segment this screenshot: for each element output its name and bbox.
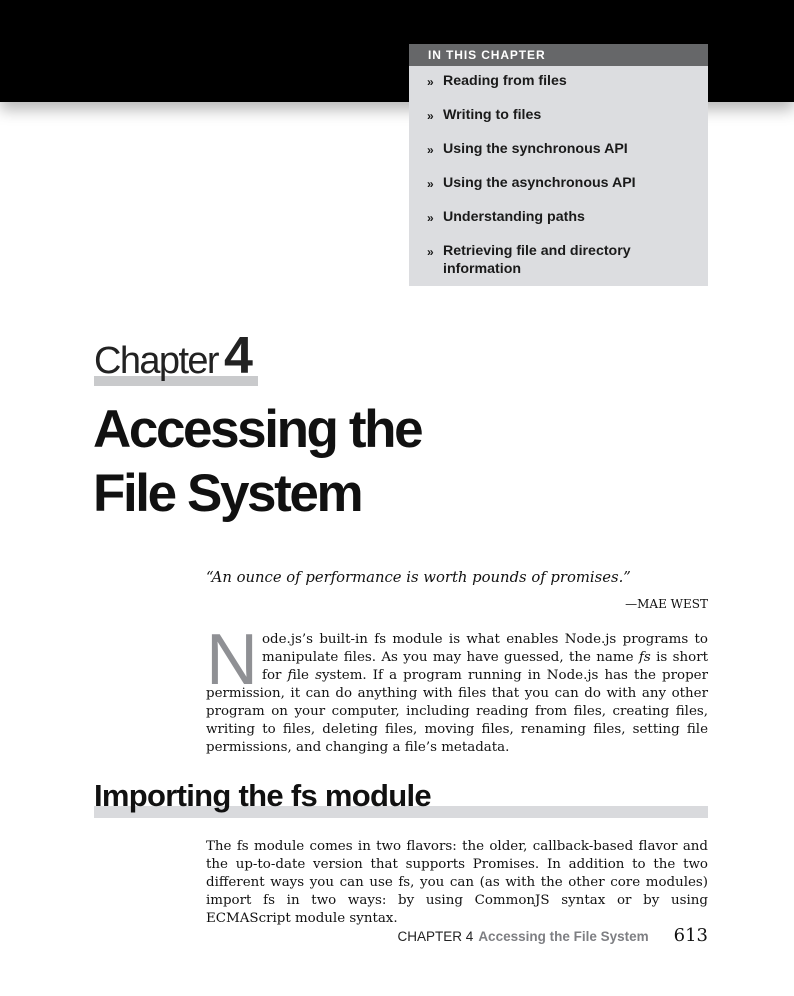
chapter-title-line-2: File System — [93, 464, 362, 523]
section-heading-block — [94, 776, 708, 818]
chapter-title-line-1: Accessing the — [93, 400, 422, 459]
double-chevron-icon: » — [427, 109, 434, 123]
page-number: 613 — [673, 925, 708, 946]
in-this-chapter-heading: IN THIS CHAPTER — [409, 44, 708, 66]
list-item — [427, 208, 698, 227]
double-chevron-icon: » — [427, 245, 434, 259]
footer-chapter-title: Accessing the File System — [478, 929, 649, 944]
epigraph-quote: “An ounce of performance is worth pounds of promises.” — [206, 569, 631, 586]
list-item-label: Retrieving file and directory information — [443, 243, 631, 277]
list-item — [427, 106, 698, 125]
double-chevron-icon: » — [427, 177, 434, 191]
list-item — [427, 72, 698, 91]
drop-cap: N — [206, 620, 258, 700]
page-footer — [398, 925, 708, 946]
double-chevron-icon: » — [427, 143, 434, 157]
in-this-chapter-list — [409, 66, 708, 278]
section-paragraph: The fs module comes in two flavors: the older, callback-based flavor and the up-to-date version that supports Promises. In addition to the two different ways you can use fs, you can (as with the other core modules) import fs in two ways: by using CommonJS syntax or by using ECMAScript module syntax. — [206, 839, 708, 926]
list-item-label: Reading from files — [443, 73, 567, 89]
chapter-label — [94, 327, 253, 385]
list-item — [427, 140, 698, 159]
list-item-label: Using the asynchronous API — [443, 175, 636, 191]
epigraph-attribution: —MAE WEST — [625, 597, 708, 611]
chapter-number: 4 — [224, 327, 253, 385]
chapter-title — [93, 398, 613, 526]
chapter-word: Chapter — [94, 340, 218, 382]
intro-paragraph: Node.js’s built-in fs module is what enables Node.js programs to manipulate files. As you may have guessed, the name fs is short for file system. If a program running in Node.js has the proper permission, it can do anything with files that you can do with any other program on your computer, including reading from files, creating files, writing to files, deleting files, moving files, renaming files, setting file permissions, and changing a file’s metadata. — [206, 620, 708, 755]
list-item-label: Writing to files — [443, 107, 542, 123]
double-chevron-icon: » — [427, 211, 434, 225]
section-heading: Importing the fs module — [94, 778, 431, 813]
list-item — [427, 242, 698, 278]
list-item-label: Using the synchronous API — [443, 141, 628, 157]
list-item — [427, 174, 698, 193]
footer-chapter-label: CHAPTER 4 — [397, 929, 474, 944]
in-this-chapter-box — [409, 44, 708, 286]
list-item-label: Understanding paths — [443, 209, 585, 225]
double-chevron-icon: » — [427, 75, 434, 89]
